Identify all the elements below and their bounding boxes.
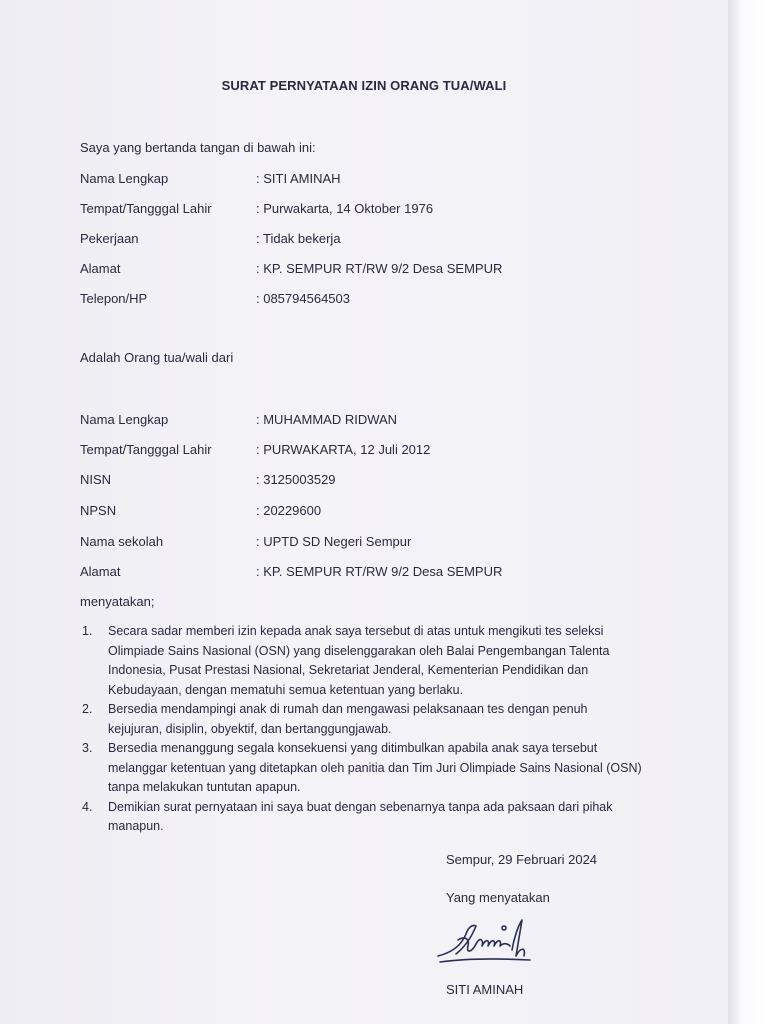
item-text: Bersedia mendampingi anak di rumah dan mengawasi pelaksanaan tes dengan penuh kejujuran, disiplin, obyektif, dan bertanggungjawab. xyxy=(108,702,588,736)
parent-row-name xyxy=(80,171,680,189)
student-row-birth xyxy=(80,442,680,460)
signature-image xyxy=(432,912,542,974)
parent-row-phone xyxy=(80,291,680,309)
field-value: : PURWAKARTA, 12 Juli 2012 xyxy=(256,442,431,457)
item-text: Demikian surat pernyataan ini saya buat dengan sebenarnya tanpa ada paksaan dari pihak manapun. xyxy=(108,799,613,833)
field-value: : Purwakarta, 14 Oktober 1976 xyxy=(256,201,434,216)
guardian-of-text: Adalah Orang tua/wali dari xyxy=(80,350,234,365)
student-row-name xyxy=(80,412,680,430)
item-number: 1. xyxy=(82,624,93,638)
student-row-school xyxy=(80,534,680,552)
item-number: 2. xyxy=(82,702,93,716)
statement-list xyxy=(82,622,642,837)
field-value: : KP. SEMPUR RT/RW 9/2 Desa SEMPUR xyxy=(256,261,503,276)
item-text: Bersedia menanggung segala konsekuensi yang ditimbulkan apabila anak saya tersebut melanggar ketentuan yang ditetapkan oleh panitia dan Tim Juri Olimpiade Sains Nasional (OSN) tanpa melakukan tuntutan apapun. xyxy=(108,741,642,794)
list-item xyxy=(82,798,642,837)
parent-row-birth xyxy=(80,201,680,219)
field-label: Nama sekolah xyxy=(80,534,164,549)
item-number: 3. xyxy=(82,741,93,755)
field-label: Tempat/Tangggal Lahir xyxy=(80,442,212,457)
list-item xyxy=(82,700,642,739)
item-text: Secara sadar memberi izin kepada anak saya tersebut di atas untuk mengikuti tes seleksi Olimpiade Sains Nasional (OSN) yang diselenggarakan oleh Balai Pengembangan Talenta Indonesia, Pusat Prestasi Nasional, Sekretariat Jenderal, Kementerian Pendidikan dan Kebudayaan, dengan mematuhi semua ketentuan yang berlaku. xyxy=(108,624,610,697)
field-value: : 3125003529 xyxy=(256,472,336,487)
field-label: Nama Lengkap xyxy=(80,412,169,427)
field-label: Nama Lengkap xyxy=(80,171,169,186)
field-label: Alamat xyxy=(80,261,121,276)
field-value: : UPTD SD Negeri Sempur xyxy=(256,534,412,549)
field-value: : SITI AMINAH xyxy=(256,171,341,186)
document-title: SURAT PERNYATAAN IZIN ORANG TUA/WALI xyxy=(221,78,507,93)
field-value: : Tidak bekerja xyxy=(256,231,341,246)
field-value: : 20229600 xyxy=(256,503,322,518)
field-value: : KP. SEMPUR RT/RW 9/2 Desa SEMPUR xyxy=(256,564,503,579)
parent-row-occupation xyxy=(80,231,680,249)
page-edge xyxy=(728,0,768,1024)
field-value: : 085794564503 xyxy=(256,291,350,306)
field-label: Pekerjaan xyxy=(80,231,139,246)
list-item xyxy=(82,739,642,798)
field-label: NISN xyxy=(80,472,112,487)
place-date: Sempur, 29 Februari 2024 xyxy=(446,852,598,867)
list-item xyxy=(82,622,642,700)
item-number: 4. xyxy=(82,799,93,814)
states-text: menyatakan; xyxy=(80,594,155,609)
student-row-nisn xyxy=(80,472,680,490)
field-value: : MUHAMMAD RIDWAN xyxy=(256,412,398,427)
parent-row-address xyxy=(80,261,680,279)
signer-role: Yang menyatakan xyxy=(446,890,550,905)
student-row-address xyxy=(80,564,680,582)
field-label: Telepon/HP xyxy=(80,291,148,306)
field-label: Alamat xyxy=(80,564,121,579)
intro-text: Saya yang bertanda tangan di bawah ini: xyxy=(80,140,316,155)
field-label: NPSN xyxy=(80,503,117,518)
student-row-npsn xyxy=(80,503,680,521)
signer-name: SITI AMINAH xyxy=(446,982,524,997)
field-label: Tempat/Tangggal Lahir xyxy=(80,201,212,216)
